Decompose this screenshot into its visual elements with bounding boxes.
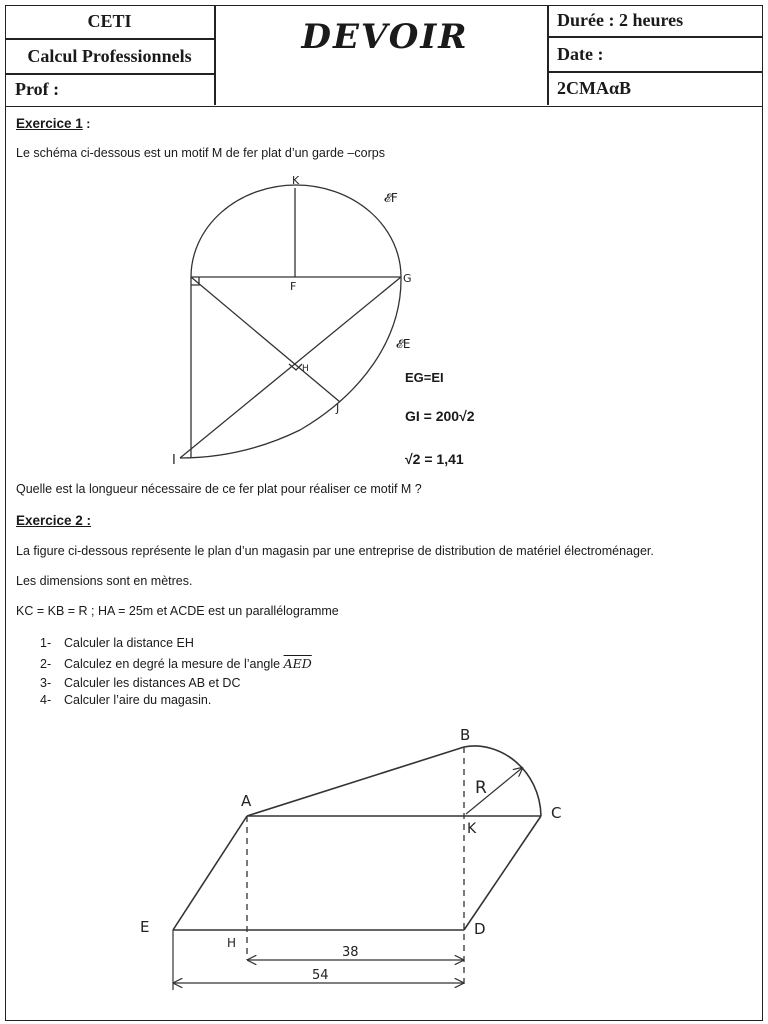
question-text: Calculer la distance EH bbox=[64, 636, 194, 650]
teacher-label: Prof : bbox=[15, 79, 60, 99]
label-j: J bbox=[336, 402, 340, 415]
segment-ab bbox=[247, 747, 464, 816]
exercise1-question: Quelle est la longueur nécessaire de ce fer plat pour réaliser ce motif M ? bbox=[16, 482, 422, 496]
label-g: G bbox=[403, 272, 412, 285]
duration-label: Durée : 2 heures bbox=[557, 10, 684, 30]
exercise1-intro: Le schéma ci-dessous est un motif M de fer plat d’un garde –corps bbox=[16, 146, 385, 160]
label-r: R bbox=[475, 778, 487, 798]
label-arc-ee: 𝓔E bbox=[396, 337, 411, 351]
label-e: E bbox=[140, 918, 150, 936]
label-b: B bbox=[460, 726, 471, 744]
label-i: I bbox=[172, 453, 176, 468]
exercise2-intro1: La figure ci-dessous représente le plan d’un magasin par une entreprise de distribution de matériel électroménager. bbox=[16, 544, 654, 558]
question-text: Calculer les distances AB et DC bbox=[64, 676, 241, 690]
question-number: 2- bbox=[40, 657, 52, 671]
label-k: K bbox=[292, 174, 300, 187]
dimension-38: 38 bbox=[342, 945, 359, 960]
question-number: 1- bbox=[40, 636, 52, 650]
exercise1-heading: Exercice 1 bbox=[16, 116, 83, 131]
date-label: Date : bbox=[557, 43, 604, 64]
question-text: Calculez en degré la mesure de l’angle bbox=[64, 657, 284, 671]
label-h: H bbox=[302, 364, 309, 374]
class-label: 2CMAαB bbox=[557, 78, 632, 98]
question-number: 3- bbox=[40, 676, 52, 690]
label-f: F bbox=[290, 280, 297, 293]
label-arc-ef: 𝓔F bbox=[384, 191, 398, 205]
exercise2-givens: KC = KB = R ; HA = 25m et ACDE est un parallélogramme bbox=[16, 604, 339, 618]
exercise2-heading: Exercice 2 : bbox=[16, 513, 92, 528]
given-sqrt2: √2 = 1,41 bbox=[405, 451, 464, 467]
label-c: C bbox=[551, 804, 562, 822]
dimension-54: 54 bbox=[312, 968, 329, 983]
subject-name: Calcul Professionnels bbox=[27, 45, 192, 66]
segment-ea bbox=[173, 816, 247, 930]
label-d: D bbox=[474, 920, 486, 938]
given-eg-ei: EG=EI bbox=[405, 370, 444, 385]
page-title: DEVOIR bbox=[301, 17, 469, 57]
question-text: Calculer l’aire du magasin. bbox=[64, 693, 212, 707]
label-a: A bbox=[241, 792, 252, 810]
angle-aed: $\overline{AED}$ bbox=[283, 656, 312, 671]
exercise2-intro2: Les dimensions sont en mètres. bbox=[16, 574, 193, 588]
label-k: K bbox=[467, 821, 477, 837]
question-number: 4- bbox=[40, 693, 52, 707]
given-gi: GI = 200√2 bbox=[405, 408, 475, 424]
exercise1-heading-suffix: : bbox=[82, 117, 91, 131]
label-h: H bbox=[227, 936, 237, 950]
school-name: CETI bbox=[87, 11, 132, 31]
